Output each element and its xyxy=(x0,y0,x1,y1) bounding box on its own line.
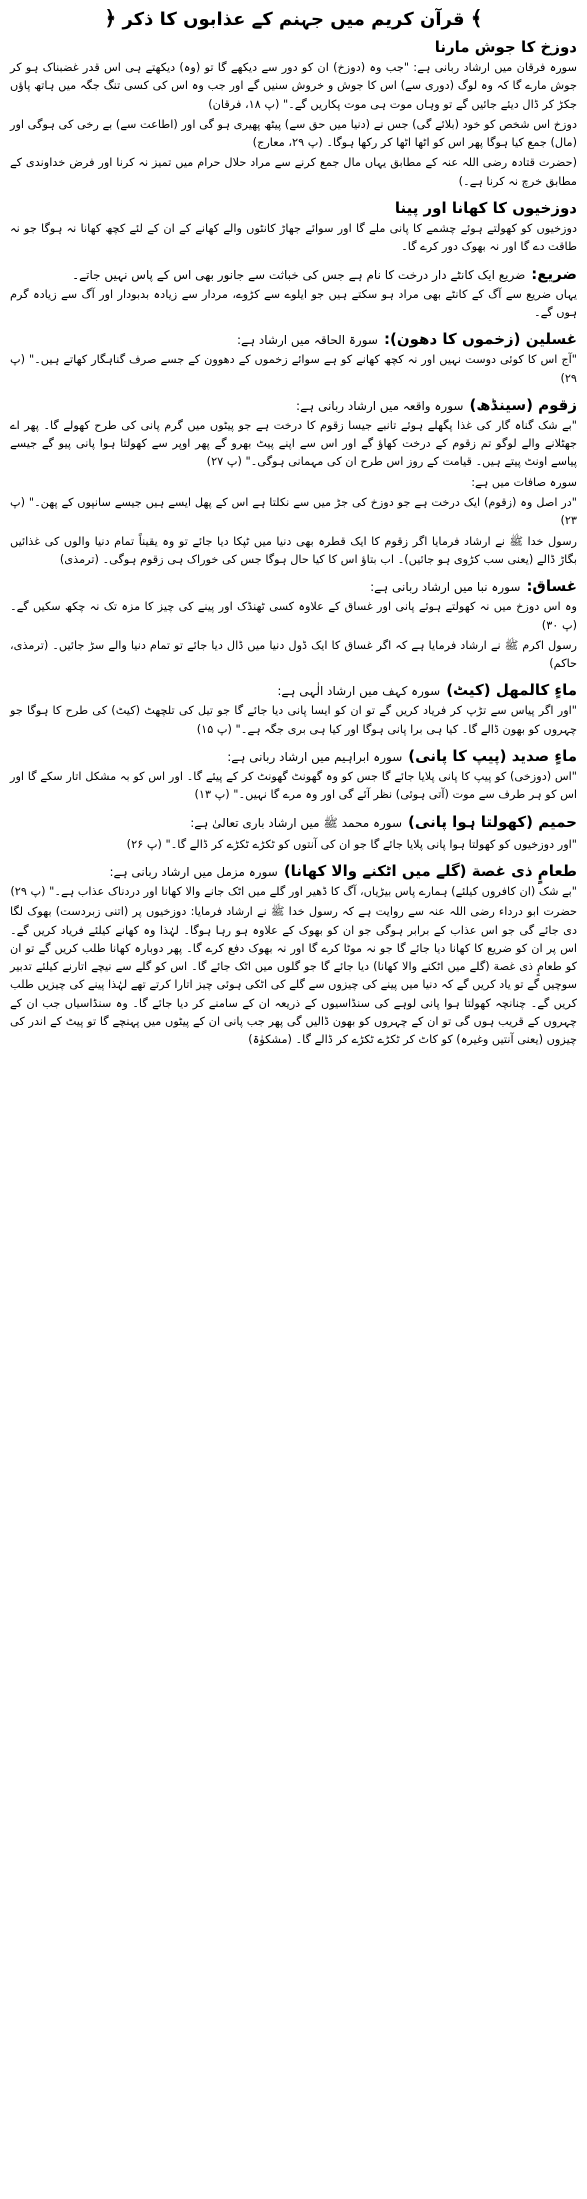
section-heading-note: سورہ محمد ﷺ میں ارشاد باری تعالیٰ ہے: xyxy=(190,815,403,830)
section-heading-text: ماءٍ صدید (پیپ کا پانی) xyxy=(408,747,577,766)
section-paragraph: دوزخیوں کو کھولتے ہوئے چشمے کا پانی ملے گا اور سوائے جھاڑ کانٹوں والے کھانے کے ان کے لئے کچھ کھانا نہ ہوگا جو نہ طاقت دے گا اور نہ بھوک دور کرے گا۔ xyxy=(10,222,577,254)
section-heading xyxy=(10,862,577,880)
section-heading xyxy=(10,38,577,56)
section-paragraph: یہاں ضریع سے آگ کے کانٹے بھی مراد ہو سکتے ہیں جو ایلوے سے کڑوے، مردار سے زیادہ بدبودار اور آگ سے زیادہ گرم ہوں گے۔ xyxy=(10,287,577,319)
section-heading-note: ضریع ایک کانٹے دار درخت کا نام ہے جس کی خباثت سے جانور بھی اس کے پاس نہیں جاتے۔ xyxy=(72,267,526,282)
section-heading xyxy=(10,330,577,348)
section-heading-text: ضریع: xyxy=(531,264,577,283)
section-heading-text: زقوم (سینڈھ) xyxy=(469,395,577,414)
section-paragraph: "بے شک (ان کافروں کیلئے) ہمارے پاس بیڑیاں، آگ کا ڈھیر اور گلے میں اٹک جانے والا کھانا اور دردناک عذاب ہے۔" (پ ۲۹) xyxy=(10,884,577,898)
section-heading-note: سورہ ابراہیم میں ارشاد ربانی ہے: xyxy=(227,750,403,765)
section-heading xyxy=(10,396,577,414)
section-heading-note: سورہ مزمل میں ارشاد ربانی ہے: xyxy=(109,864,278,879)
section-heading-text: غسلین (زخموں کا دھون): xyxy=(383,330,577,349)
section-paragraph: وہ اس دوزخ میں نہ کھولتے ہوئے پانی اور غساق کے علاوہ کسی ٹھنڈک اور پینے کی چیز کا مزہ تک نہ چکھ سکیں گے۔ (پ ۳۰) xyxy=(10,600,577,632)
sections xyxy=(10,38,577,1050)
section-heading-text: حمیم (کھولتا ہوا پانی) xyxy=(408,812,577,831)
section-paragraph: "اس (دوزخی) کو پیپ کا پانی پلایا جائے گا جس کو وہ گھونٹ گھونٹ کر کے پیئے گا۔ اور اس کو بہ مشکل اتار سکے گا اور اس کو ہر طرف سے موت (آتی ہوئی) نظر آئے گی اور وہ مرے گا نہیں۔" (پ ۱۳) xyxy=(10,770,577,802)
section-heading-text: ماءٍ کالمھل (کیٹ) xyxy=(446,681,577,700)
section-paragraph: دوزخ اس شخص کو خود (بلائے گی) جس نے (دنیا میں حق سے) پیٹھ پھیری ہو گی اور (اطاعت سے) بے رخی کی ہوگی اور (مال) جمع کیا ہوگا پھر اس کو اٹھا اٹھا کر رکھا ہوگا۔ (پ ۲۹، معارج) xyxy=(10,117,577,150)
page-title xyxy=(104,6,482,30)
title-ornament-right: ﴾ xyxy=(470,6,483,30)
section-paragraph: حضرت ابو درداء رضی اللہ عنہ سے روایت ہے کہ رسول خدا ﷺ نے ارشاد فرمایا: دوزخیوں پر (اتنی زبردست) بھوک لگا دی جائے گی جو اس عذاب کے برابر ہوگی جو ان کو بھوک کے علاوہ ہو رہا ہوگا۔ لہٰذا وہ کھانے کیلئے فریاد کریں گے۔ اس پر ان کو ضریع کا کھانا دیا جائے گا جو نہ موٹا کرے گا اور نہ بھوک دفع کرے گا۔ پھر دوبارہ کھانا طلب کریں گے تو ان کو طعامٍ ذی غصة (گلے میں اٹکنے والا کھانا) دیا جائے گا جو گلوں میں اٹک جائے گا۔ اس کو گلے سے نیچے اتارنے کیلئے تدبیر سوچیں گے تو یاد کریں گے کہ دنیا میں پینے کی چیزوں سے گلے کی اٹکی ہوئی چیز اتارا کرتے تھے لہٰذا پینے کی چیزیں طلب کریں گے۔ چنانچہ کھولتا ہوا پانی لوہے کی سنڈاسیوں کے ذریعہ ان کے سامنے کر دیا جائے گا۔ وہ سنڈاسیاں جب ان کے چہروں کے قریب ہوں گی تو ان کے چہروں کو بھون ڈالیں گی پھر جب پانی ان کے پیٹوں میں پہنچے گا تو پیٹ کے اندر کی چیزوں (یعنی آنتیں وغیرہ) کو کاٹ کر ٹکڑے ٹکڑے کر ڈالے گا۔ (مشکوٰۃ) xyxy=(10,905,577,1047)
section-paragraph: (حضرت قتادہ رضی اللہ عنہ کے مطابق یہاں مال جمع کرنے سے مراد حلال حرام میں تمیز نہ کرنا اور فرض خداوندی کے مطابق خرچ نہ کرنا ہے۔) xyxy=(10,156,577,188)
section-heading xyxy=(10,747,577,765)
title-ornament-left: ﴿ xyxy=(104,6,117,30)
section xyxy=(10,396,577,569)
section-heading xyxy=(10,199,577,217)
section-paragraph: "اور اگر پیاس سے تڑپ کر فریاد کریں گے تو ان کو ایسا پانی دیا جائے گا جو تیل کی تلچھٹ (کیٹ) کی طرح کا ہوگا جو چہروں کو بھون ڈالے گا۔ کیا ہی برا پانی ہوگا اور کیا ہی بری جگہ ہے۔" (پ ۱۵) xyxy=(10,704,577,736)
title-text: قرآن کریم میں جہنم کے عذابوں کا ذکر xyxy=(122,9,465,30)
section-heading xyxy=(10,265,577,283)
section xyxy=(10,577,577,673)
section-heading-note: سورۃ الحاقہ میں ارشاد ہے: xyxy=(237,333,378,348)
section xyxy=(10,330,577,388)
section-heading xyxy=(10,813,577,833)
section-paragraph: "بے شک گناہ گار کی غذا پگھلے ہوئے تانبے جیسا زقوم کا درخت ہے جو پیٹوں میں گرم پانی کی طرح کھولے گا۔ پھر اے جھٹلانے والے لوگو تم زقوم کے درخت کھاؤ گے اور اس سے اپنے پیٹ بھرو گے پھر اوپر سے کھولتا ہوا پانی پیو گے جیسے پیاسے اونٹ پیتے ہیں۔ قیامت کے روز اس طرح ان کی مہمانی ہوگی۔" (پ ۲۷) xyxy=(10,418,577,469)
section xyxy=(10,747,577,805)
section-heading xyxy=(10,681,577,699)
section-paragraph: "اور دوزخیوں کو کھولتا ہوا پانی پلایا جائے گا جو ان کی آنتوں کو ٹکڑے ٹکڑے کر ڈالے گا۔" (پ ۲۶) xyxy=(126,837,577,851)
section-heading-note: سورہ واقعہ میں ارشاد ربانی ہے: xyxy=(296,398,464,413)
section-paragraph: "در اصل وہ (زقوم) ایک درخت ہے جو دوزخ کی جڑ میں سے نکلتا ہے اس کے پھل ایسے ہیں جیسے سانپوں کے پھن۔" (پ ۲۳) xyxy=(10,496,577,528)
section-paragraph: سورہ فرقان میں ارشاد ربانی ہے: "جب وہ (دوزخ) ان کو دور سے دیکھے گا تو (وہ) دیکھتے ہی اس قدر غضبناک ہو کر جوش مارے گا کہ وہ لوگ (دوری سے) اس کا جوش و خروش سنیں گے اور جب وہ اس کی کسی تنگ جگہ میں ہاتھ پاؤں جکڑ کر ڈال دیئے جائیں گے تو وہاں موت ہی موت پکاریں گے۔" (پ ۱۸، فرقان) xyxy=(10,61,577,111)
section-heading-note: سورہ نبا میں ارشاد ربانی ہے: xyxy=(370,580,521,595)
section xyxy=(10,199,577,257)
section-paragraph: سورہ صافات میں ہے: xyxy=(471,475,577,489)
section-paragraph: رسول اکرم ﷺ نے ارشاد فرمایا ہے کہ اگر غساق کا ایک ڈول دنیا میں ڈال دیا جائے تو تمام دنیا والے سڑ جائیں۔ (ترمذی، حاکم) xyxy=(10,638,577,671)
section xyxy=(10,38,577,191)
section-heading-text: غساق: xyxy=(526,577,577,596)
section-heading-note: سورہ کہف میں ارشاد الٰہی ہے: xyxy=(277,684,441,699)
section xyxy=(10,265,577,323)
section-heading-text: طعامٍ ذی غصة (گلے میں اٹکنے والا کھانا) xyxy=(283,861,577,880)
section-heading-text: دوزخ کا جوش مارنا xyxy=(434,38,577,56)
section xyxy=(10,681,577,739)
section xyxy=(10,862,577,1050)
section-paragraph: رسول خدا ﷺ نے ارشاد فرمایا اگر زقوم کا ایک قطرہ بھی دنیا میں ٹپکا دیا جائے تو وہ یقیناً تمام دنیا والوں کی غذائیں بگاڑ ڈالے (یعنی سب کڑوی ہو جائیں)۔ اب بتاؤ اس کا کیا حال ہوگا جس کی خوراک ہی زقوم ہوگی۔ (ترمذی) xyxy=(10,534,577,566)
title-wrap xyxy=(10,6,577,30)
section-heading-text: دوزخیوں کا کھانا اور پینا xyxy=(394,199,577,218)
section xyxy=(10,813,577,854)
section-heading xyxy=(10,577,577,595)
section-paragraph: "آج اس کا کوئی دوست نہیں اور نہ کچھ کھانے کو ہے سوائے زخموں کے دھوون کے جسے صرف گناہگار کھاتے ہیں۔" (پ ۲۹) xyxy=(10,353,577,385)
